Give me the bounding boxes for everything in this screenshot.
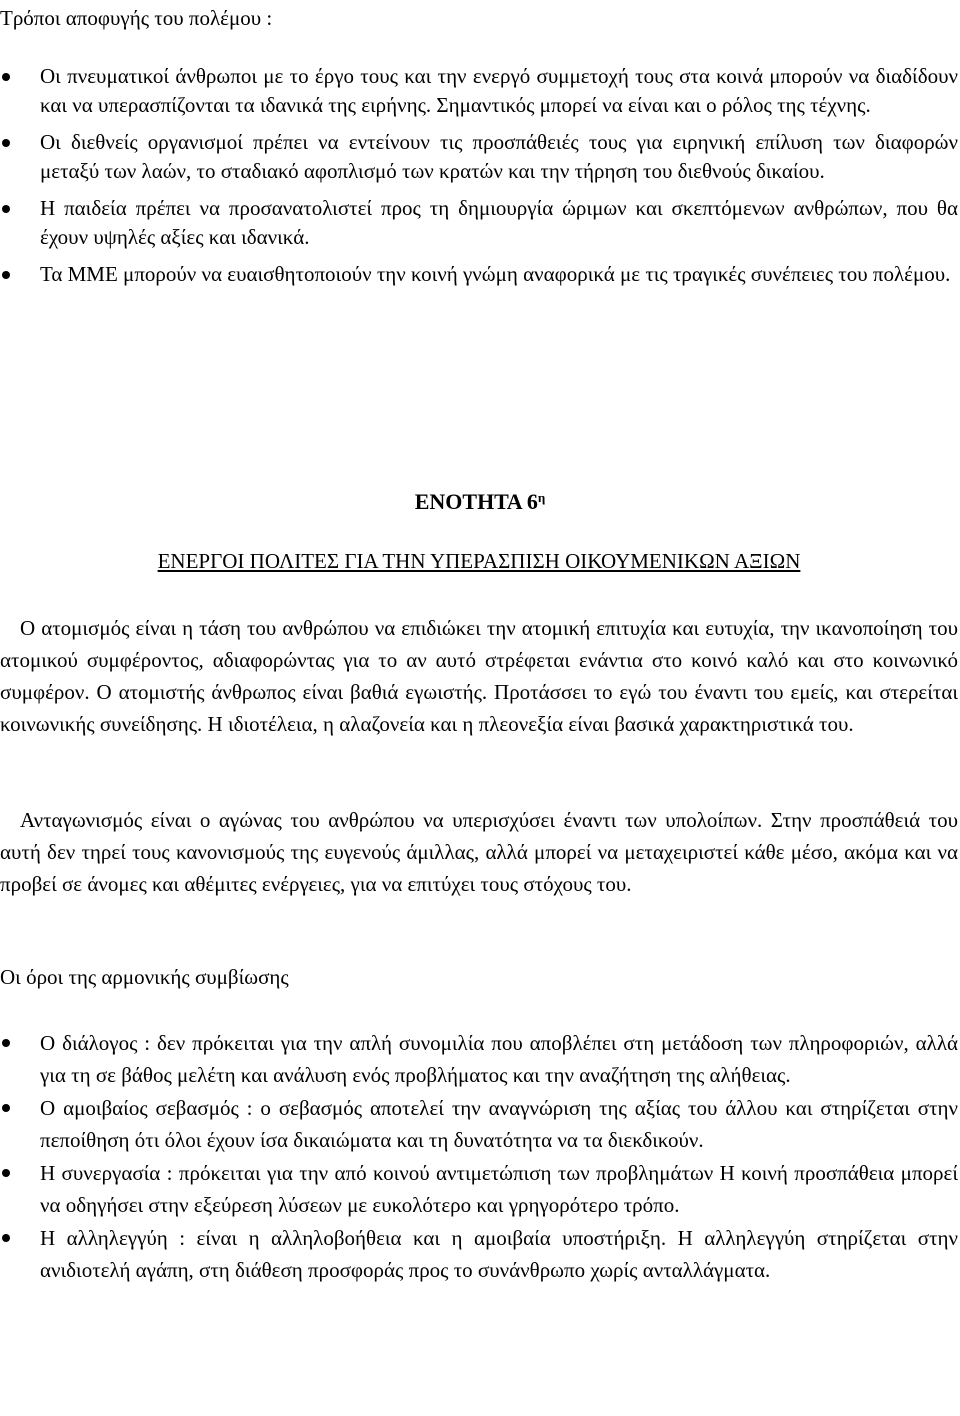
list-item <box>0 260 958 289</box>
bullet-icon <box>2 260 12 289</box>
list-item <box>0 1157 958 1221</box>
war-avoidance-list <box>0 62 958 297</box>
harmony-list <box>0 1027 958 1287</box>
section-heading-superscript: η <box>537 490 546 505</box>
list-item-text: Η συνεργασία : πρόκειται για την από κοινού αντιμετώπιση των προβλημάτων Η κοινή προσπάθεια μπορεί να οδηγήσει στην εξεύρεση λύσεων με ευκολότερο και γρηγορότερο τρόπο. <box>40 1161 958 1217</box>
harmony-title: Οι όροι της αρμονικής συμβίωσης <box>0 965 289 989</box>
bullet-icon <box>2 1027 12 1059</box>
war-avoidance-title: Τρόποι αποφυγής του πολέμου : <box>0 6 273 30</box>
list-item-text: Ο διάλογος : δεν πρόκειται για την απλή συνομιλία που αποβλέπει στη μετάδοση των πληροφοριών, αλλά για τη σε βάθος μελέτη και ανάλυση ενός προβλήματος και την αναζήτηση της αλήθειας. <box>40 1031 958 1087</box>
paragraph-individualism: Ο ατομισμός είναι η τάση του ανθρώπου να επιδιώκει την ατομική επιτυχία και ευτυχία, την ικανοποίηση του ατομικού συμφέροντος, αδιαφορώντας για το αν αυτό στρέφεται ενάντια στο κοινό καλό και στο κοινωνικό συμφέρον. Ο ατομιστής άνθρωπος είναι βαθιά εγωιστής. Προτάσσει το εγώ του έναντι του εμείς, και στερείται κοινωνικής συνείδησης. Η ιδιοτέλεια, η αλαζονεία και η πλεονεξία είναι βασικά χαρακτηριστικά του. <box>0 616 958 736</box>
list-item <box>0 62 958 120</box>
section-heading <box>0 486 960 518</box>
bullet-icon <box>2 194 12 223</box>
list-item-text: Η παιδεία πρέπει να προσανατολιστεί προς τη δημιουργία ώριμων και σκεπτόμενων ανθρώπων, που θα έχουν υψηλές αξίες και ιδανικά. <box>40 196 958 249</box>
list-item <box>0 1027 958 1091</box>
section-heading-text: ΕΝΟΤΗΤΑ 6 <box>414 489 538 514</box>
list-item <box>0 1092 958 1156</box>
list-item-text: Η αλληλεγγύη : είναι η αλληλοβοήθεια και η αμοιβαία υποστήριξη. Η αλληλεγγύη στηρίζεται στην ανιδιοτελή αγάπη, στη διάθεση προσφοράς προς το συνάνθρωπο χωρίς ανταλλάγματα. <box>40 1226 958 1282</box>
bullet-icon <box>2 1092 12 1124</box>
list-item-text: Οι διεθνείς οργανισμοί πρέπει να εντείνουν τις προσπάθειές τους για ειρηνική επίλυση των διαφορών μεταξύ των λαών, το σταδιακό αφοπλισμό των κρατών και την τήρηση του διεθνούς δικαίου. <box>40 130 958 183</box>
paragraph-competition: Ανταγωνισμός είναι ο αγώνας του ανθρώπου να υπερισχύσει έναντι των υπολοίπων. Στην προσπάθειά του αυτή δεν τηρεί τους κανονισμούς της ευγενούς άμιλλας, αλλά μπορεί να μεταχειριστεί κάθε μέσο, ακόμα και να προβεί σε άνομες και αθέμιτες ενέργειες, για να επιτύχει τους στόχους του. <box>0 808 958 896</box>
list-item <box>0 194 958 252</box>
section-subheading: ΕΝΕΡΓΟΙ ΠΟΛΙΤΕΣ ΓΙΑ ΤΗΝ ΥΠΕΡΑΣΠΙΣΗ ΟΙΚΟΥΜΕΝΙΚΩΝ ΑΞΙΩΝ <box>157 549 801 573</box>
list-item-text: Ο αμοιβαίος σεβασμός : ο σεβασμός αποτελεί την αναγνώριση της αξίας του άλλου και στηρίζεται στην πεποίθηση ότι όλοι έχουν ίσα δικαιώματα και τη δυνατότητα να τα διεκδικούν. <box>40 1096 958 1152</box>
list-item-text: Τα ΜΜΕ μπορούν να ευαισθητοποιούν την κοινή γνώμη αναφορικά με τις τραγικές συνέπειες του πολέμου. <box>40 262 951 286</box>
list-item <box>0 1222 958 1286</box>
list-item <box>0 128 958 186</box>
bullet-icon <box>2 62 12 91</box>
bullet-icon <box>2 128 12 157</box>
bullet-icon <box>2 1222 12 1254</box>
bullet-icon <box>2 1157 12 1189</box>
list-item-text: Οι πνευματικοί άνθρωποι με το έργο τους και την ενεργό συμμετοχή τους στα κοινά μπορούν να διαδίδουν και να υπερασπίζονται τα ιδανικά της ειρήνης. Σημαντικός μπορεί να είναι και ο ρόλος της τέχνης. <box>40 64 958 117</box>
